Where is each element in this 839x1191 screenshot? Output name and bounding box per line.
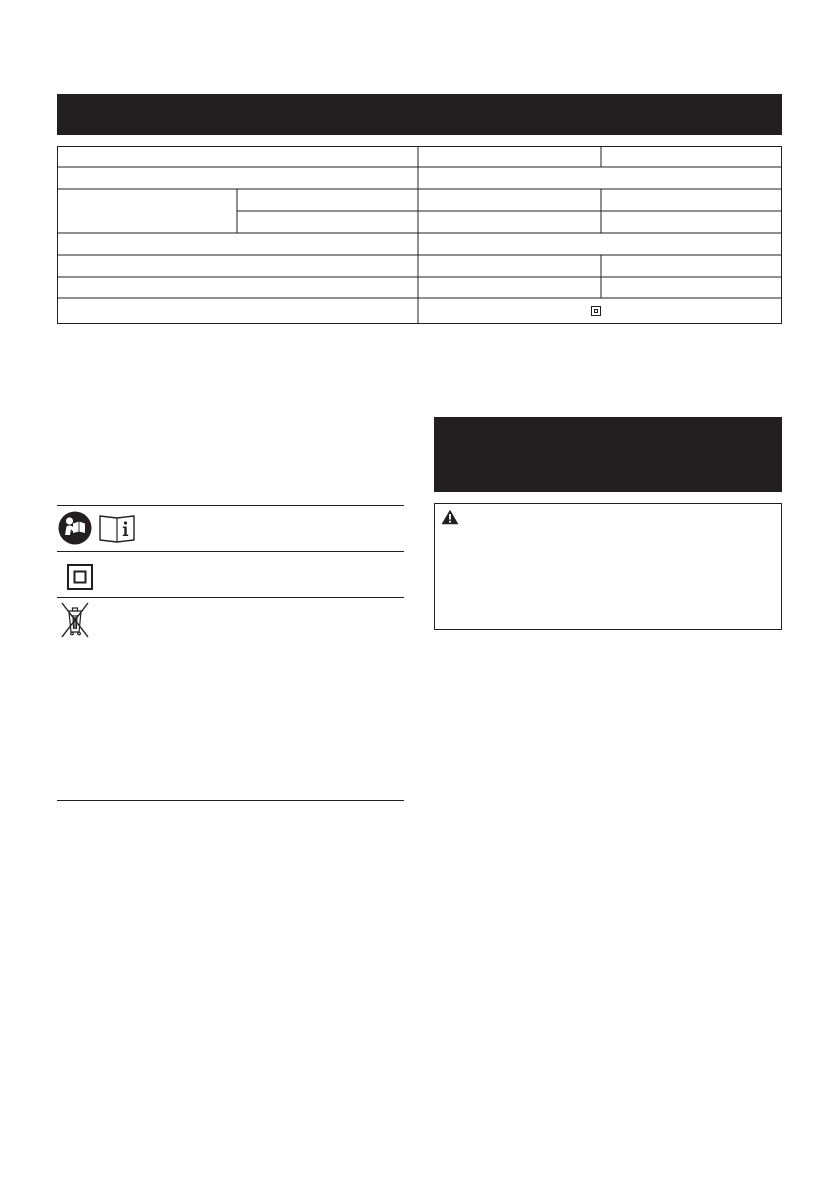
specifications-table-grid xyxy=(57,146,782,324)
symbols-bottom-rule xyxy=(57,800,404,801)
safety-section-header-bar xyxy=(434,417,782,492)
warning-triangle-icon xyxy=(441,509,459,525)
section-header-bar xyxy=(57,94,782,135)
info-book-icon xyxy=(98,512,136,544)
warning-box xyxy=(434,503,782,630)
symbols-rule-3 xyxy=(57,597,404,598)
crossed-out-bin-icon xyxy=(60,601,90,639)
symbols-top-rule xyxy=(57,505,404,506)
specifications-table xyxy=(57,146,782,324)
double-insulation-icon xyxy=(592,307,601,316)
double-insulation-icon xyxy=(67,564,94,591)
symbols-rule-2 xyxy=(57,551,404,552)
